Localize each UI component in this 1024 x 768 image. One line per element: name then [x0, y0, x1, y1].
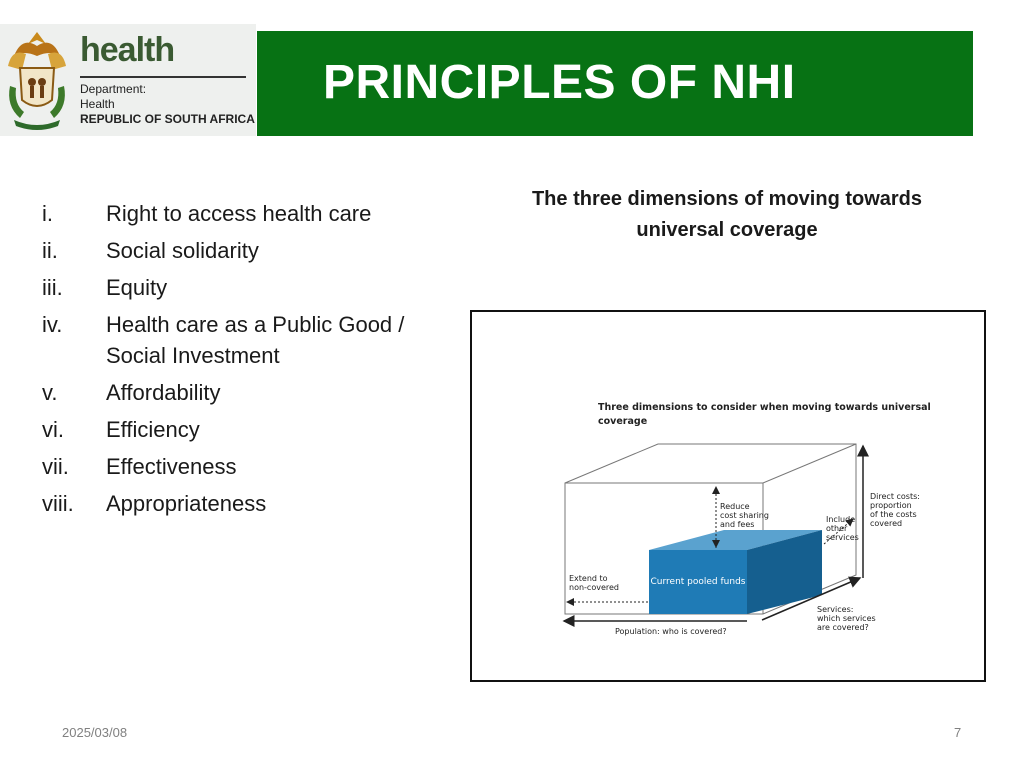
list-item-number: viii. [42, 491, 74, 516]
list-item-text: Right to access health care [106, 201, 372, 226]
direct-costs-label-2: proportion [870, 501, 912, 510]
list-item-text: Appropriateness [106, 491, 267, 516]
list-item-text: Social solidarity [106, 238, 259, 263]
list-item-number: ii. [42, 238, 58, 263]
list-item [42, 272, 442, 303]
coat-of-arms-icon [2, 26, 72, 134]
figure-heading-line2: coverage [598, 416, 648, 427]
include-label-3: services [826, 533, 859, 542]
title-banner [257, 31, 973, 136]
figure-heading-line1: Three dimensions to consider when moving towards universal [598, 402, 931, 413]
list-item [42, 414, 442, 445]
include-label-1: Include [826, 515, 856, 524]
services-label-3: are covered? [817, 623, 869, 632]
list-item-text: Affordability [106, 380, 221, 405]
list-item [42, 488, 442, 519]
figure-caption: The three dimensions of moving towards universal coverage [531, 188, 923, 241]
list-item [42, 235, 442, 266]
list-item [42, 198, 442, 229]
principles-list [42, 198, 442, 525]
logo-department-name: Health [80, 97, 115, 111]
population-label: Population: who is covered? [615, 627, 727, 636]
brand-wordmark: health [80, 31, 175, 69]
slide-number: 7 [954, 725, 962, 740]
list-item-number: vi. [42, 417, 64, 442]
list-item-text: Efficiency [106, 417, 200, 442]
services-label-1: Services: [817, 605, 854, 614]
direct-costs-label-4: covered [870, 519, 903, 528]
logo-department-label: Department: [80, 82, 147, 96]
coverage-cube-diagram [472, 312, 984, 680]
list-item-text: Equity [106, 275, 168, 300]
list-item [42, 309, 442, 371]
current-pooled-funds-box [649, 530, 822, 614]
list-item-text: Health care as a Public Good / Social Investment [106, 312, 405, 368]
coverage-cube-figure [470, 310, 986, 682]
reduce-label-2: cost sharing [720, 511, 769, 520]
direct-costs-label-1: Direct costs: [870, 492, 920, 501]
reduce-label-1: Reduce [720, 502, 750, 511]
direct-costs-label-3: of the costs [870, 510, 917, 519]
list-item-text: Effectiveness [106, 454, 237, 479]
services-label-2: which services [817, 614, 876, 623]
logo-country: REPUBLIC OF SOUTH AFRICA [80, 112, 255, 126]
logo-divider [80, 76, 246, 78]
list-item-number: v. [42, 380, 58, 405]
list-item-number: vii. [42, 454, 69, 479]
slide-date: 2025/03/08 [62, 725, 128, 740]
reduce-label-3: and fees [720, 520, 755, 529]
box-label: Current pooled funds [650, 577, 746, 587]
include-label-2: other [826, 524, 848, 533]
department-logo [0, 24, 256, 136]
list-item [42, 451, 442, 482]
extend-label-2: non-covered [569, 583, 619, 592]
list-item [42, 377, 442, 408]
list-item-number: iii. [42, 275, 63, 300]
extend-label-1: Extend to [569, 574, 608, 583]
list-item-number: i. [42, 201, 53, 226]
slide-title: PRINCIPLES OF NHI [323, 56, 796, 109]
list-item-number: iv. [42, 312, 63, 337]
